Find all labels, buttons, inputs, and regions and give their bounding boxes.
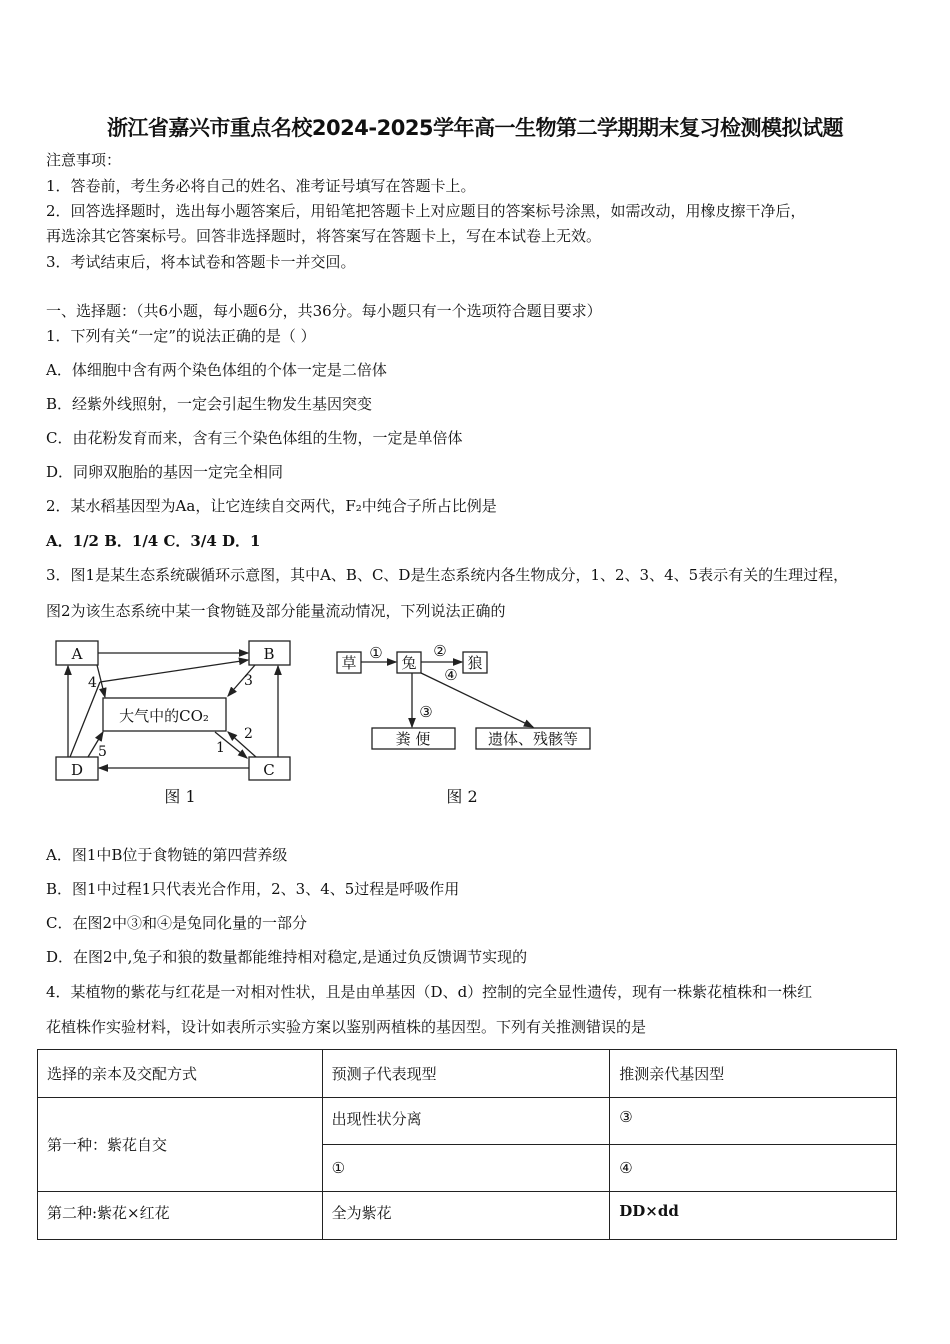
header-cell: 预测子代表现型	[322, 1050, 610, 1098]
table-row	[38, 1192, 897, 1240]
label-c: C	[263, 761, 275, 779]
q1-option-d: D．同卵双胞胎的基因一定完全相同	[46, 463, 284, 481]
notice-item: 2．回答选择题时，选出每小题答案后，用铅笔把答题卡上对应题目的答案标号涂黑，如需改动，用橡皮擦干净后，	[46, 202, 806, 220]
table-header-row	[38, 1050, 897, 1098]
page-title: 浙江省嘉兴市重点名校2024-2025学年高一生物第二学期期末复习检测模拟试题	[106, 116, 844, 140]
flow-1: ①	[369, 644, 383, 662]
label-b: B	[263, 645, 275, 663]
label-wolf: 狼	[467, 654, 483, 672]
q4-stem-cont: 花植株作实验材料，设计如表所示实验方案以鉴别两植株的基因型。下列有关推测错误的是	[46, 1018, 647, 1036]
q1-option-b: B．经紫外线照射，一定会引起生物发生基因突变	[46, 395, 373, 413]
notice-item: 再选涂其它答案标号。回答非选择题时，将答案写在答题卡上，写在本试卷上无效。	[46, 227, 602, 245]
q3-stem-cont: 图2为该生态系统中某一食物链及部分能量流动情况，下列说法正确的	[46, 602, 506, 620]
section-heading: 一、选择题：（共6小题，每小题6分，共36分。每小题只有一个选项符合题目要求）	[46, 302, 602, 320]
q1-stem: 1．下列有关“一定”的说法正确的是（ ）	[46, 327, 316, 345]
figure-diagrams	[0, 630, 950, 820]
label-rabbit: 兔	[401, 654, 417, 672]
process-1: 1	[216, 740, 225, 756]
header-cell: 选择的亲本及交配方式	[38, 1050, 323, 1098]
process-2: 2	[244, 726, 253, 742]
flow-4: ④	[444, 666, 458, 684]
figure-2-caption: 图 2	[446, 787, 478, 806]
flow-2: ②	[433, 642, 447, 660]
label-feces: 粪 便	[395, 730, 431, 748]
table-row	[38, 1098, 897, 1145]
q2-stem: 2．某水稻基因型为Aa，让它连续自交两代，F₂中纯合子所占比例是	[46, 497, 497, 515]
label-grass: 草	[341, 654, 357, 672]
experiment-table	[37, 1049, 897, 1240]
q4-stem: 4．某植物的紫花与红花是一对相对性状，且是由单基因（D、d）控制的完全显性遗传，现有一株紫花植株和一株红	[46, 983, 813, 1001]
table-cell: 出现性状分离	[322, 1098, 610, 1145]
table-cell: ③	[610, 1098, 897, 1145]
flow-3: ③	[419, 703, 433, 721]
label-remains: 遗体、残骸等	[487, 730, 579, 748]
notice-heading: 注意事项：	[46, 151, 122, 169]
table-cell: DD×dd	[610, 1192, 897, 1240]
table-cell: 全为紫花	[322, 1192, 610, 1240]
table-cell: 第二种:紫花×红花	[38, 1192, 323, 1240]
q2-options: A．1/2 B．1/4 C．3/4 D．1	[46, 532, 261, 550]
process-3: 3	[244, 673, 253, 689]
label-a: A	[71, 645, 83, 663]
figure-1-caption: 图 1	[164, 787, 196, 806]
table-cell: ④	[610, 1145, 897, 1192]
header-cell: 推测亲代基因型	[610, 1050, 897, 1098]
q3-stem: 3．图1是某生态系统碳循环示意图，其中A、B、C、D是生态系统内各生物成分，1、2、3、4、5表示有关的生理过程，	[46, 566, 849, 584]
table-cell: 第一种：紫花自交	[38, 1098, 323, 1192]
process-4: 4	[88, 675, 97, 691]
q3-option-d: D．在图2中,兔子和狼的数量都能维持相对稳定,是通过负反馈调节实现的	[46, 948, 528, 966]
label-co2: 大气中的CO₂	[119, 707, 209, 725]
label-d: D	[70, 761, 84, 779]
q1-option-c: C．由花粉发育而来，含有三个染色体组的生物，一定是单倍体	[46, 429, 463, 447]
process-5: 5	[98, 744, 107, 760]
q3-option-c: C．在图2中③和④是兔同化量的一部分	[46, 914, 308, 932]
q3-option-b: B．图1中过程1只代表光合作用，2、3、4、5过程是呼吸作用	[46, 880, 460, 898]
notice-item: 1．答卷前，考生务必将自己的姓名、准考证号填写在答题卡上。	[46, 177, 476, 195]
q3-option-a: A．图1中B位于食物链的第四营养级	[46, 846, 288, 864]
q1-option-a: A．体细胞中含有两个染色体组的个体一定是二倍体	[46, 361, 387, 379]
notice-item: 3．考试结束后，将本试卷和答题卡一并交回。	[46, 253, 356, 271]
table-cell: ①	[322, 1145, 610, 1192]
